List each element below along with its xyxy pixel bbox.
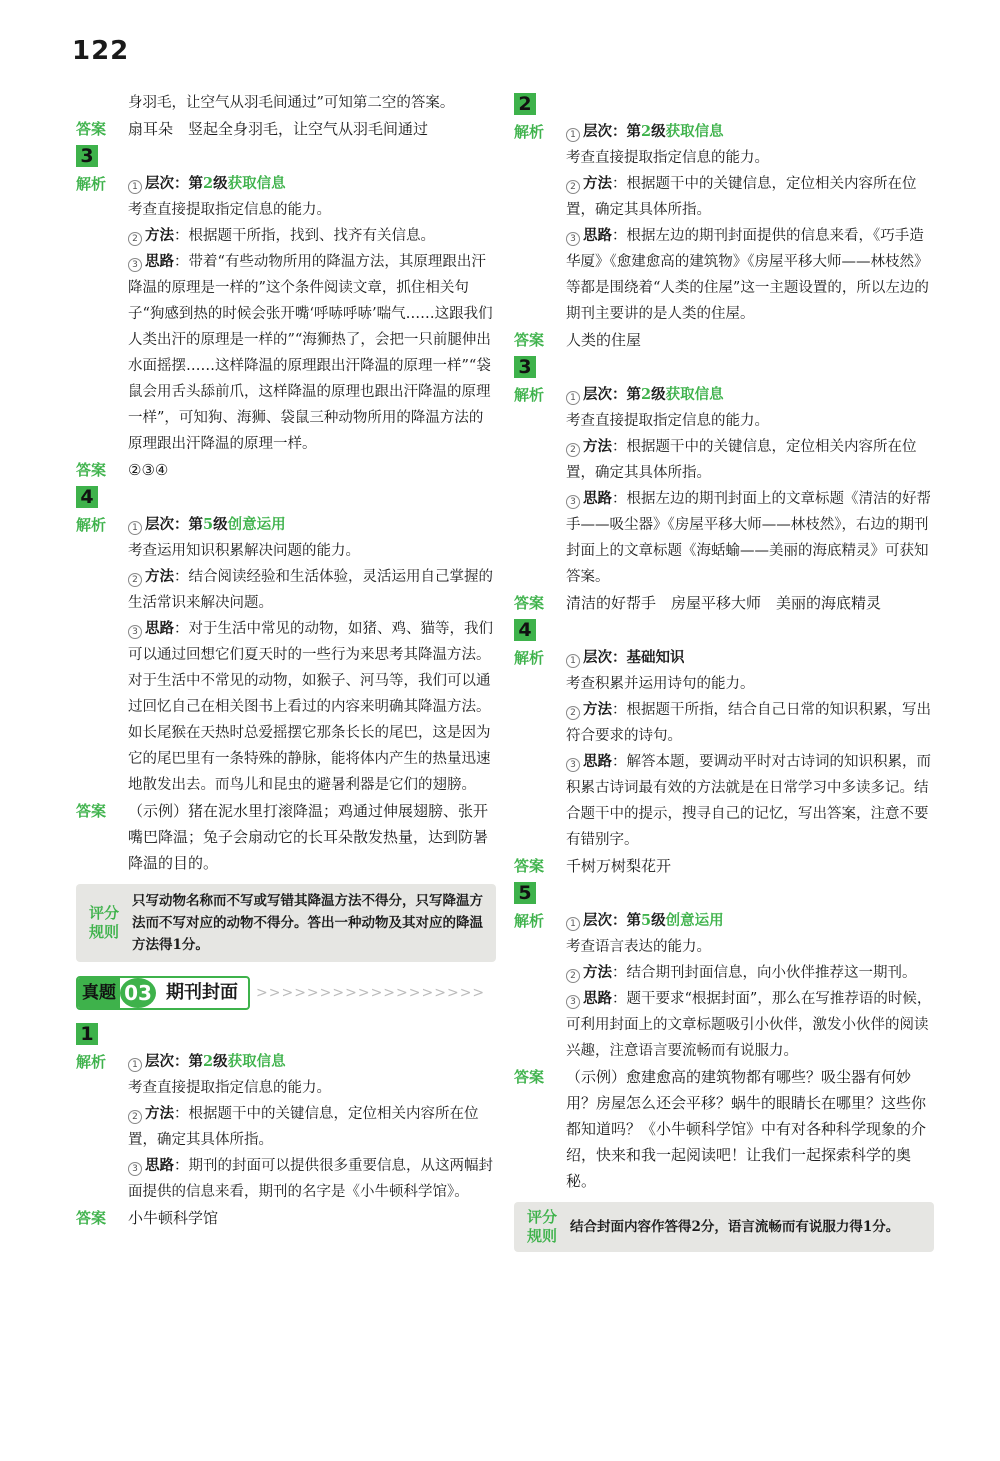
answer-label: 答案 bbox=[76, 1209, 107, 1227]
skill-line: 考查直接提取指定信息的能力。 bbox=[566, 413, 769, 429]
level-mid: 级 bbox=[213, 1053, 228, 1070]
method-label: 方法 bbox=[145, 568, 174, 585]
answer-text: 人类的住屋 bbox=[566, 331, 642, 349]
method-text: ：结合阅读经验和生活体验，灵活运用自己掌握的生活常识来解决问题。 bbox=[128, 569, 493, 611]
idea-icon: 3 bbox=[128, 258, 142, 272]
method-label: 方法 bbox=[145, 1105, 174, 1122]
idea-label: 思路 bbox=[583, 753, 612, 770]
skill-line: 考查运用知识积累解决问题的能力。 bbox=[128, 543, 360, 559]
level-prefix: 层次：第 bbox=[145, 516, 203, 533]
answer-row bbox=[514, 590, 934, 616]
skill-line: 考查直接提取指定信息的能力。 bbox=[128, 202, 331, 218]
analysis-row bbox=[76, 171, 496, 197]
level-mid: 级 bbox=[213, 516, 228, 533]
idea-icon: 3 bbox=[128, 1162, 142, 1176]
answer-row bbox=[76, 457, 496, 483]
section-label: 真题 bbox=[78, 978, 120, 1008]
analysis-row bbox=[514, 382, 934, 408]
scoring-rule-tag bbox=[520, 1208, 564, 1246]
method-label: 方法 bbox=[583, 175, 612, 192]
method-label: 方法 bbox=[583, 964, 612, 981]
section-header bbox=[76, 976, 496, 1010]
answer-row bbox=[514, 327, 934, 353]
method-line bbox=[76, 1101, 496, 1153]
skill-line: 考查直接提取指定信息的能力。 bbox=[566, 150, 769, 166]
analysis-label: 解析 bbox=[514, 386, 545, 404]
method-line bbox=[514, 434, 934, 486]
level-line bbox=[128, 171, 496, 197]
idea-line bbox=[514, 223, 934, 327]
answer-text: （示例）愈建愈高的建筑物都有哪些？吸尘器有何妙用？房屋怎么还会平移？蜗牛的眼睛长在哪里？这些你都知道吗？《小牛顿科学馆》中有对各种科学现象的介绍，快来和我一起阅读吧！让我们一起探索科学的奥秘。 bbox=[566, 1068, 927, 1190]
level-icon: 1 bbox=[128, 1058, 142, 1072]
method-icon: 2 bbox=[128, 573, 142, 587]
idea-text: ：根据左边的期刊封面提供的信息来看，《巧手造华厦》《愈建愈高的建筑物》《房屋平移大师——林枝然》等都是围绕着“人类的住屋”这一主题设置的，所以左边的期刊主要讲的是人类的住屋。 bbox=[566, 228, 929, 322]
analysis-row bbox=[514, 119, 934, 145]
idea-label: 思路 bbox=[583, 227, 612, 244]
level-line bbox=[566, 645, 934, 671]
answer-text: 扇耳朵 竖起全身羽毛，让空气从羽毛间通过 bbox=[128, 120, 429, 138]
level-name: 获取信息 bbox=[227, 1053, 286, 1070]
idea-line bbox=[514, 986, 934, 1064]
question-number: 3 bbox=[76, 145, 98, 167]
answer-label: 答案 bbox=[514, 331, 545, 349]
method-text: ：结合期刊封面信息，向小伙伴推荐这一期刊。 bbox=[612, 965, 917, 981]
question-number: 4 bbox=[76, 486, 98, 508]
answer-label: 答案 bbox=[514, 594, 545, 612]
idea-text: ：带着“有些动物所用的降温方法，其原理跟出汗降温的原理是一样的”这个条件阅读文章，抓住相关句子“狗感到热的时候会张开嘴‘呼哧呼哧’喘气……这跟我们人类出汗的原理是一样的”“海狮热了，会把一只前腿伸出水面摇摆……这样降温的原理跟出汗降温的原理一样”“袋鼠会用舌头舔前爪，这样降温的原理也跟出汗降温的原理一样”，可知狗、海狮、袋鼠三种动物所用的降温方法的原理跟出汗降温的原理一样。 bbox=[128, 254, 493, 452]
left-column bbox=[76, 90, 496, 1231]
level-prefix: 层次：第 bbox=[583, 386, 641, 403]
section-badge bbox=[76, 976, 250, 1010]
level-number: 5 bbox=[203, 516, 214, 533]
scoring-rule-box bbox=[514, 1202, 934, 1252]
level-icon: 1 bbox=[566, 128, 580, 142]
scoring-rule-tag bbox=[82, 904, 126, 942]
method-text: ：根据题干中的关键信息，定位相关内容所在位置，确定其具体所指。 bbox=[566, 439, 917, 481]
method-line bbox=[514, 171, 934, 223]
scoring-rule-text: 只写动物名称而不写或写错其降温方法不得分，只写降温方法而不写对应的动物不得分。答出一种动物及其对应的降温方法得1分。 bbox=[132, 893, 483, 953]
idea-label: 思路 bbox=[145, 1157, 174, 1174]
method-icon: 2 bbox=[566, 969, 580, 983]
level-name: 基础知识 bbox=[626, 649, 685, 666]
answer-row bbox=[76, 116, 496, 142]
idea-text: ：题干要求“根据封面”，那么在写推荐语的时候，可利用封面上的文章标题吸引小伙伴，激发小伙伴的阅读兴趣，注意语言要流畅而有说服力。 bbox=[566, 991, 932, 1059]
level-prefix: 层次：第 bbox=[583, 912, 641, 929]
answer-label: 答案 bbox=[514, 857, 545, 875]
method-line bbox=[76, 564, 496, 616]
level-icon: 1 bbox=[566, 654, 580, 668]
idea-text: ：解答本题，要调动平时对古诗词的知识积累，而积累古诗词最有效的方法就是在日常学习中多读多记。结合题干中的提示，搜寻自己的记忆，写出答案，注意不要有错别字。 bbox=[566, 754, 931, 848]
level-prefix: 层次：第 bbox=[583, 123, 641, 140]
level-name: 创意运用 bbox=[665, 912, 724, 929]
level-prefix: 层次：第 bbox=[145, 175, 203, 192]
intro-line: 身羽毛，让空气从羽毛间通过”可知第二空的答案。 bbox=[128, 95, 455, 111]
skill-line: 考查积累并运用诗句的能力。 bbox=[566, 676, 755, 692]
method-label: 方法 bbox=[583, 701, 612, 718]
section-title: 期刊封面 bbox=[166, 982, 238, 1003]
level-line bbox=[566, 119, 934, 145]
analysis-label: 解析 bbox=[514, 912, 545, 930]
idea-label: 思路 bbox=[145, 253, 174, 270]
level-name: 获取信息 bbox=[665, 386, 724, 403]
idea-text: ：对于生活中常见的动物，如猪、鸡、猫等，我们可以通过回想它们夏天时的一些行为来思考其降温方法。对于生活中不常见的动物，如猴子、河马等，我们可以通过回忆自己在相关图书上看过的内容来明确其降温方法。如长尾猴在天热时总爱摇摆它那条长长的尾巴，这是因为它的尾巴里有一条特殊的静脉，能将体内产生的热量迅速地散发出去。而鸟儿和昆虫的避暑利器是它们的翅膀。 bbox=[128, 621, 493, 793]
answer-label: 答案 bbox=[514, 1068, 545, 1086]
level-line bbox=[128, 512, 496, 538]
analysis-label: 解析 bbox=[514, 123, 545, 141]
answer-row bbox=[514, 1064, 934, 1194]
method-text: ：根据题干中的关键信息，定位相关内容所在位置，确定其具体所指。 bbox=[128, 1106, 479, 1148]
skill-line: 考查直接提取指定信息的能力。 bbox=[128, 1080, 331, 1096]
answer-text: 千树万树梨花开 bbox=[566, 857, 672, 875]
level-mid: 级 bbox=[213, 175, 228, 192]
answer-label: 答案 bbox=[76, 802, 107, 820]
idea-text: ：期刊的封面可以提供很多重要信息，从这两幅封面提供的信息来看，期刊的名字是《小牛顿科学馆》。 bbox=[128, 1158, 493, 1200]
analysis-row bbox=[76, 512, 496, 538]
level-name: 获取信息 bbox=[227, 175, 286, 192]
level-line bbox=[566, 908, 934, 934]
level-number: 2 bbox=[203, 175, 214, 192]
level-icon: 1 bbox=[128, 521, 142, 535]
rule-tag-line1: 评分 bbox=[88, 904, 119, 922]
method-icon: 2 bbox=[128, 232, 142, 246]
method-line bbox=[76, 223, 496, 249]
idea-label: 思路 bbox=[583, 990, 612, 1007]
scoring-rule-text: 结合封面内容作答得2分，语言流畅而有说服力得1分。 bbox=[570, 1219, 900, 1235]
method-text: ：根据题干所指，找到、找齐有关信息。 bbox=[174, 228, 435, 244]
level-number: 2 bbox=[641, 386, 652, 403]
analysis-label: 解析 bbox=[76, 1053, 107, 1071]
answer-text: 小牛顿科学馆 bbox=[128, 1209, 219, 1227]
question-number: 4 bbox=[514, 619, 536, 641]
idea-text: ：根据左边的期刊封面上的文章标题《清洁的好帮手——吸尘器》《房屋平移大师——林枝然》，右边的期刊封面上的文章标题《海蛞蝓——美丽的海底精灵》可获知答案。 bbox=[566, 491, 931, 585]
level-icon: 1 bbox=[566, 391, 580, 405]
method-label: 方法 bbox=[583, 438, 612, 455]
answer-text: 清洁的好帮手 房屋平移大师 美丽的海底精灵 bbox=[566, 594, 882, 612]
level-mid: 级 bbox=[651, 386, 666, 403]
idea-icon: 3 bbox=[566, 495, 580, 509]
analysis-label: 解析 bbox=[76, 175, 107, 193]
level-prefix: 层次：第 bbox=[145, 1053, 203, 1070]
level-icon: 1 bbox=[128, 180, 142, 194]
idea-icon: 3 bbox=[566, 232, 580, 246]
level-name: 创意运用 bbox=[227, 516, 286, 533]
analysis-row bbox=[514, 908, 934, 934]
question-number: 2 bbox=[514, 93, 536, 115]
answer-label: 答案 bbox=[76, 120, 107, 138]
answer-row bbox=[514, 853, 934, 879]
method-line bbox=[514, 697, 934, 749]
level-mid: 级 bbox=[651, 123, 666, 140]
analysis-row bbox=[514, 645, 934, 671]
idea-line bbox=[76, 249, 496, 457]
method-text: ：根据题干中的关键信息，定位相关内容所在位置，确定其具体所指。 bbox=[566, 176, 917, 218]
question-number: 3 bbox=[514, 356, 536, 378]
method-label: 方法 bbox=[145, 227, 174, 244]
answer-text: （示例）猪在泥水里打滚降温；鸡通过伸展翅膀、张开嘴巴降温；兔子会扇动它的长耳朵散发热量，达到防暑降温的目的。 bbox=[128, 802, 489, 872]
analysis-label: 解析 bbox=[514, 649, 545, 667]
idea-icon: 3 bbox=[128, 625, 142, 639]
idea-line bbox=[76, 1153, 496, 1205]
question-number: 5 bbox=[514, 882, 536, 904]
level-number: 2 bbox=[641, 123, 652, 140]
level-icon: 1 bbox=[566, 917, 580, 931]
method-line bbox=[514, 960, 934, 986]
level-name: 获取信息 bbox=[665, 123, 724, 140]
method-text: ：根据题干所指，结合自己日常的知识积累，写出符合要求的诗句。 bbox=[566, 702, 931, 744]
analysis-row bbox=[76, 1049, 496, 1075]
answer-row bbox=[76, 798, 496, 876]
answer-label: 答案 bbox=[76, 461, 107, 479]
method-icon: 2 bbox=[566, 706, 580, 720]
rule-tag-line2: 规则 bbox=[526, 1227, 557, 1245]
section-arrows: >>>>>>>>>>>>>>>>>> bbox=[256, 985, 486, 1001]
skill-line: 考查语言表达的能力。 bbox=[566, 939, 711, 955]
method-icon: 2 bbox=[566, 180, 580, 194]
idea-icon: 3 bbox=[566, 758, 580, 772]
method-icon: 2 bbox=[566, 443, 580, 457]
idea-label: 思路 bbox=[145, 620, 174, 637]
right-column bbox=[514, 90, 934, 1258]
level-number: 5 bbox=[641, 912, 652, 929]
question-number: 1 bbox=[76, 1023, 98, 1045]
level-number: 2 bbox=[203, 1053, 214, 1070]
idea-label: 思路 bbox=[583, 490, 612, 507]
rule-tag-line1: 评分 bbox=[526, 1208, 557, 1226]
answer-text: ②③④ bbox=[128, 461, 169, 479]
analysis-label: 解析 bbox=[76, 516, 107, 534]
scoring-rule-box bbox=[76, 884, 496, 962]
section-number: 03 bbox=[120, 978, 156, 1008]
idea-line bbox=[514, 749, 934, 853]
idea-line bbox=[76, 616, 496, 798]
method-icon: 2 bbox=[128, 1110, 142, 1124]
page-number: 122 bbox=[72, 36, 130, 66]
idea-line bbox=[514, 486, 934, 590]
level-line bbox=[566, 382, 934, 408]
idea-icon: 3 bbox=[566, 995, 580, 1009]
answer-row bbox=[76, 1205, 496, 1231]
level-line bbox=[128, 1049, 496, 1075]
rule-tag-line2: 规则 bbox=[88, 923, 119, 941]
level-mid: 级 bbox=[651, 912, 666, 929]
level-prefix: 层次： bbox=[583, 649, 627, 666]
